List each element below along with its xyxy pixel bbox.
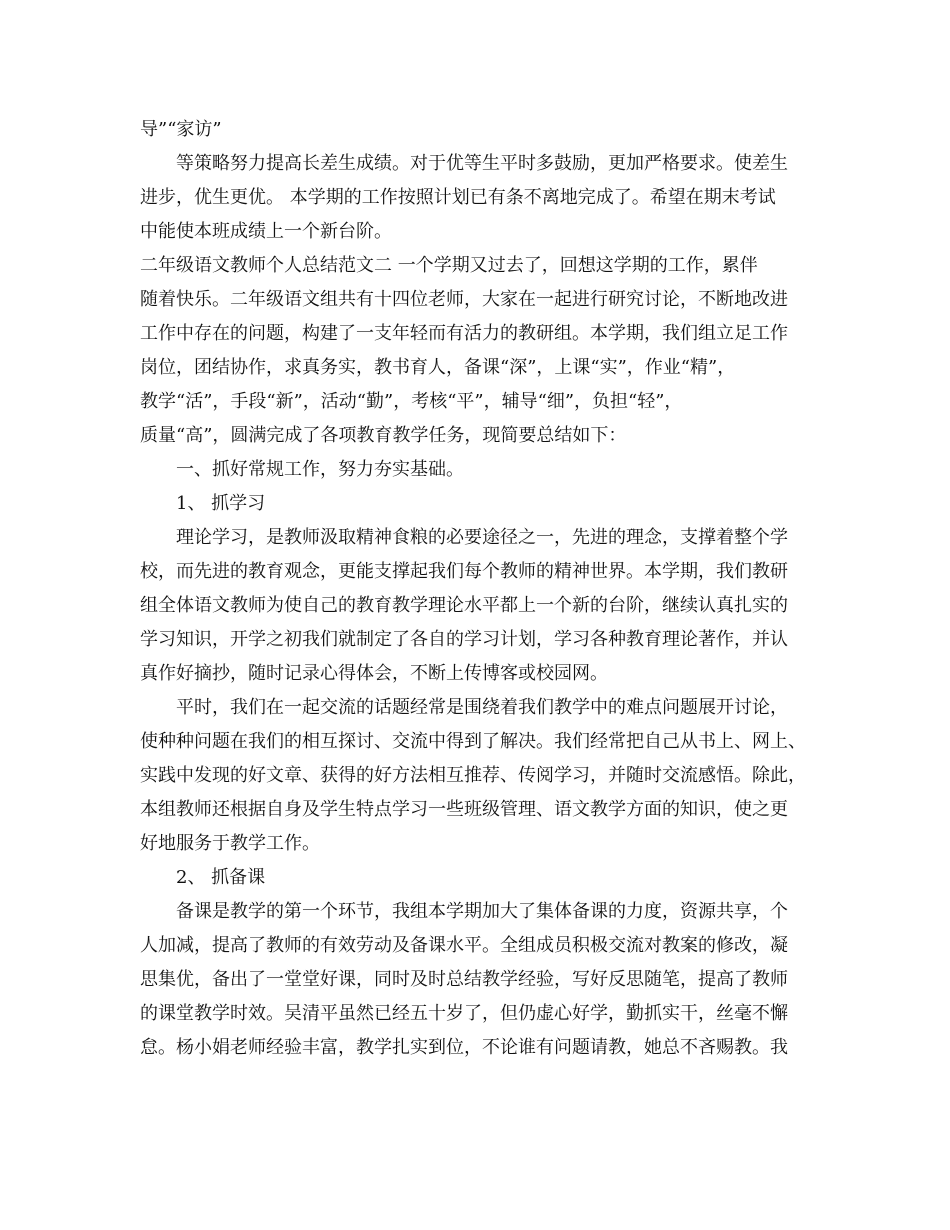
paragraph-line: 备课是教学的第一个环节，我组本学期加大了集体备课的力度，资源共享，个: [176, 901, 788, 922]
text-line: 中能使本班成绩上一个新台阶。: [140, 221, 392, 242]
text-line: 实践中发现的好文章、获得的好方法相互推荐、传阅学习，并随时交流感悟。除此，: [140, 765, 806, 786]
text-line: 岗位，团结协作，求真务实，教书育人，备课“深”，上课“实”，作业“精”，: [140, 357, 736, 378]
text-line: 怠。杨小娟老师经验丰富，教学扎实到位，不论谁有问题请教，她总不吝赐教。我: [140, 1037, 788, 1058]
text-line: 的课堂教学时效。吴清平虽然已经五十岁了，但仍虚心好学，勤抓实干，丝毫不懈: [140, 1003, 788, 1024]
text-line: 进步，优生更优。 本学期的工作按照计划已有条不离地完成了。希望在期末考试: [140, 187, 776, 208]
text-line: 随着快乐。二年级语文组共有十四位老师，大家在一起进行研究讨论，不断地改进: [140, 289, 788, 310]
paragraph-line: 等策略努力提高长差生成绩。对于优等生平时多鼓励，更加严格要求。使差生: [176, 153, 788, 174]
subheading-line: 1、 抓学习: [176, 493, 266, 514]
text-line: 使种种问题在我们的相互探讨、交流中得到了解决。我们经常把自己从书上、网上、: [140, 731, 806, 752]
text-line: 思集优，备出了一堂堂好课，同时及时总结教学经验，写好反思随笔，提高了教师: [140, 969, 788, 990]
section-title-line: 二年级语文教师个人总结范文二 一个学期又过去了，回想这学期的工作，累伴: [140, 255, 758, 276]
subheading-line: 2、 抓备课: [176, 867, 266, 888]
text-line: 本组教师还根据自身及学生特点学习一些班级管理、语文教学方面的知识，使之更: [140, 799, 788, 820]
text-line: 质量“高”，圆满完成了各项教育教学任务，现简要总结如下：: [140, 425, 627, 446]
text-line: 工作中存在的问题，构建了一支年轻而有活力的教研组。本学期，我们组立足工作: [140, 323, 788, 344]
heading-line: 一、抓好常规工作，努力夯实基础。: [176, 459, 464, 480]
text-line: 好地服务于教学工作。: [140, 833, 320, 854]
document-body: [140, 113, 830, 1065]
text-line: 组全体语文教师为使自己的教育教学理论水平都上一个新的台阶，继续认真扎实的: [140, 595, 788, 616]
text-line: 人加减，提高了教师的有效劳动及备课水平。全组成员积极交流对教案的修改，凝: [140, 935, 788, 956]
text-line: 学习知识，开学之初我们就制定了各自的学习计划，学习各种教育理论著作，并认: [140, 629, 788, 650]
text-line: 导”“家访”: [140, 119, 222, 140]
text-line: 校，而先进的教育观念，更能支撑起我们每个教师的精神世界。本学期，我们教研: [140, 561, 788, 582]
text-line: 教学“活”，手段“新”，活动“勤”，考核“平”，辅导“细”，负担“轻”，: [140, 391, 683, 412]
paragraph-line: 平时，我们在一起交流的话题经常是围绕着我们教学中的难点问题展开讨论，: [176, 697, 788, 718]
text-line: 真作好摘抄，随时记录心得体会，不断上传博客或校园网。: [140, 663, 608, 684]
paragraph-line: 理论学习，是教师汲取精神食粮的必要途径之一，先进的理念，支撑着整个学: [176, 527, 788, 548]
